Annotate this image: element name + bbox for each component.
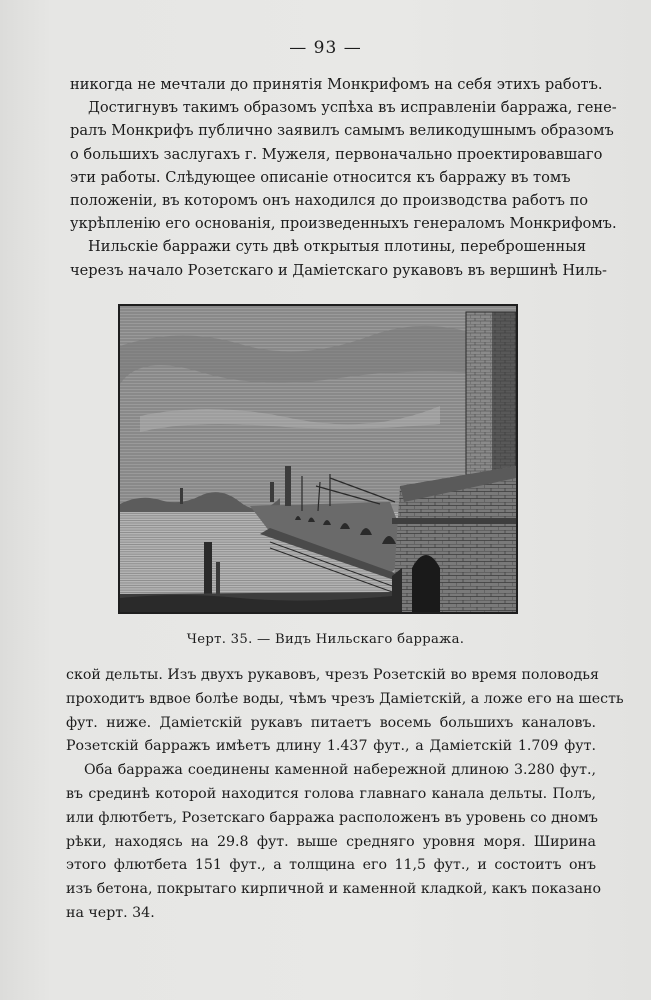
text-line: ской дельты. Изъ двухъ рукавовъ, чрезъ Розетскій во время половодья: [66, 667, 599, 683]
text-line: Нильскіе барражи суть двѣ открытыя плотины, переброшенныя: [88, 238, 587, 256]
text-line: въ срединѣ которой находится голова главнаго канала дельты. Полъ,: [66, 785, 596, 802]
text-line: о большихъ заслугахъ г. Мужеля, первоначально проектировавшаго: [70, 145, 603, 163]
text-line: укрѣпленію его основанія, произведенныхъ генераломъ Монкрифомъ.: [70, 215, 617, 233]
text-line: черезъ начало Розетскаго и Даміетскаго рукавовъ въ вершинѣ Ниль-: [70, 261, 607, 279]
text-line: ралъ Монкрифъ публично заявилъ самымъ великодушнымъ образомъ: [70, 122, 614, 140]
text-line: на черт. 34.: [66, 904, 155, 921]
text-line: Достигнувъ такимъ образомъ успѣха въ исправленіи барража, гене-: [88, 99, 617, 117]
text-line: положеніи, въ которомъ онъ находился до производства работъ по: [70, 192, 589, 210]
text-line: Оба барража соединены каменной набережной длиною 3.280 фут.,: [84, 762, 596, 779]
engraving-illustration: [120, 306, 516, 612]
top-text-block: [70, 73, 617, 282]
text-line: рѣки, находясь на 29.8 фут. выше средняго уровня моря. Ширина: [66, 833, 596, 850]
engraving-nile-barrage: [118, 304, 518, 614]
text-line: изъ бетона, покрытаго кирпичной и каменной кладкой, какъ показано: [66, 881, 602, 898]
figure-caption: Черт. 35. — Видъ Нильскаго барража.: [186, 632, 465, 647]
text-line: эти работы. Слѣдующее описаніе относится къ барражу въ томъ: [70, 168, 571, 186]
text-line: никогда не мечтали до принятія Монкрифомъ на себя этихъ работъ.: [70, 76, 603, 93]
text-line: Розетскій барражъ имѣетъ длину 1.437 фут., а Даміетскій 1.709 фут.: [66, 738, 596, 755]
text-line: этого флютбета 151 фут., а толщина его 11,5 фут., и состоитъ онъ: [66, 857, 596, 874]
text-line: или флютбетъ, Розетскаго барража расположенъ въ уровень со дномъ: [66, 809, 598, 826]
text-line: фут. ниже. Даміетскій рукавъ питаетъ восемь большихъ каналовъ.: [66, 714, 596, 731]
text-line: проходитъ вдвое болѣе воды, чѣмъ чрезъ Даміетскій, а ложе его на шесть: [66, 690, 624, 707]
page-number: — 93 —: [289, 38, 362, 58]
bottom-text-block: [66, 664, 624, 926]
